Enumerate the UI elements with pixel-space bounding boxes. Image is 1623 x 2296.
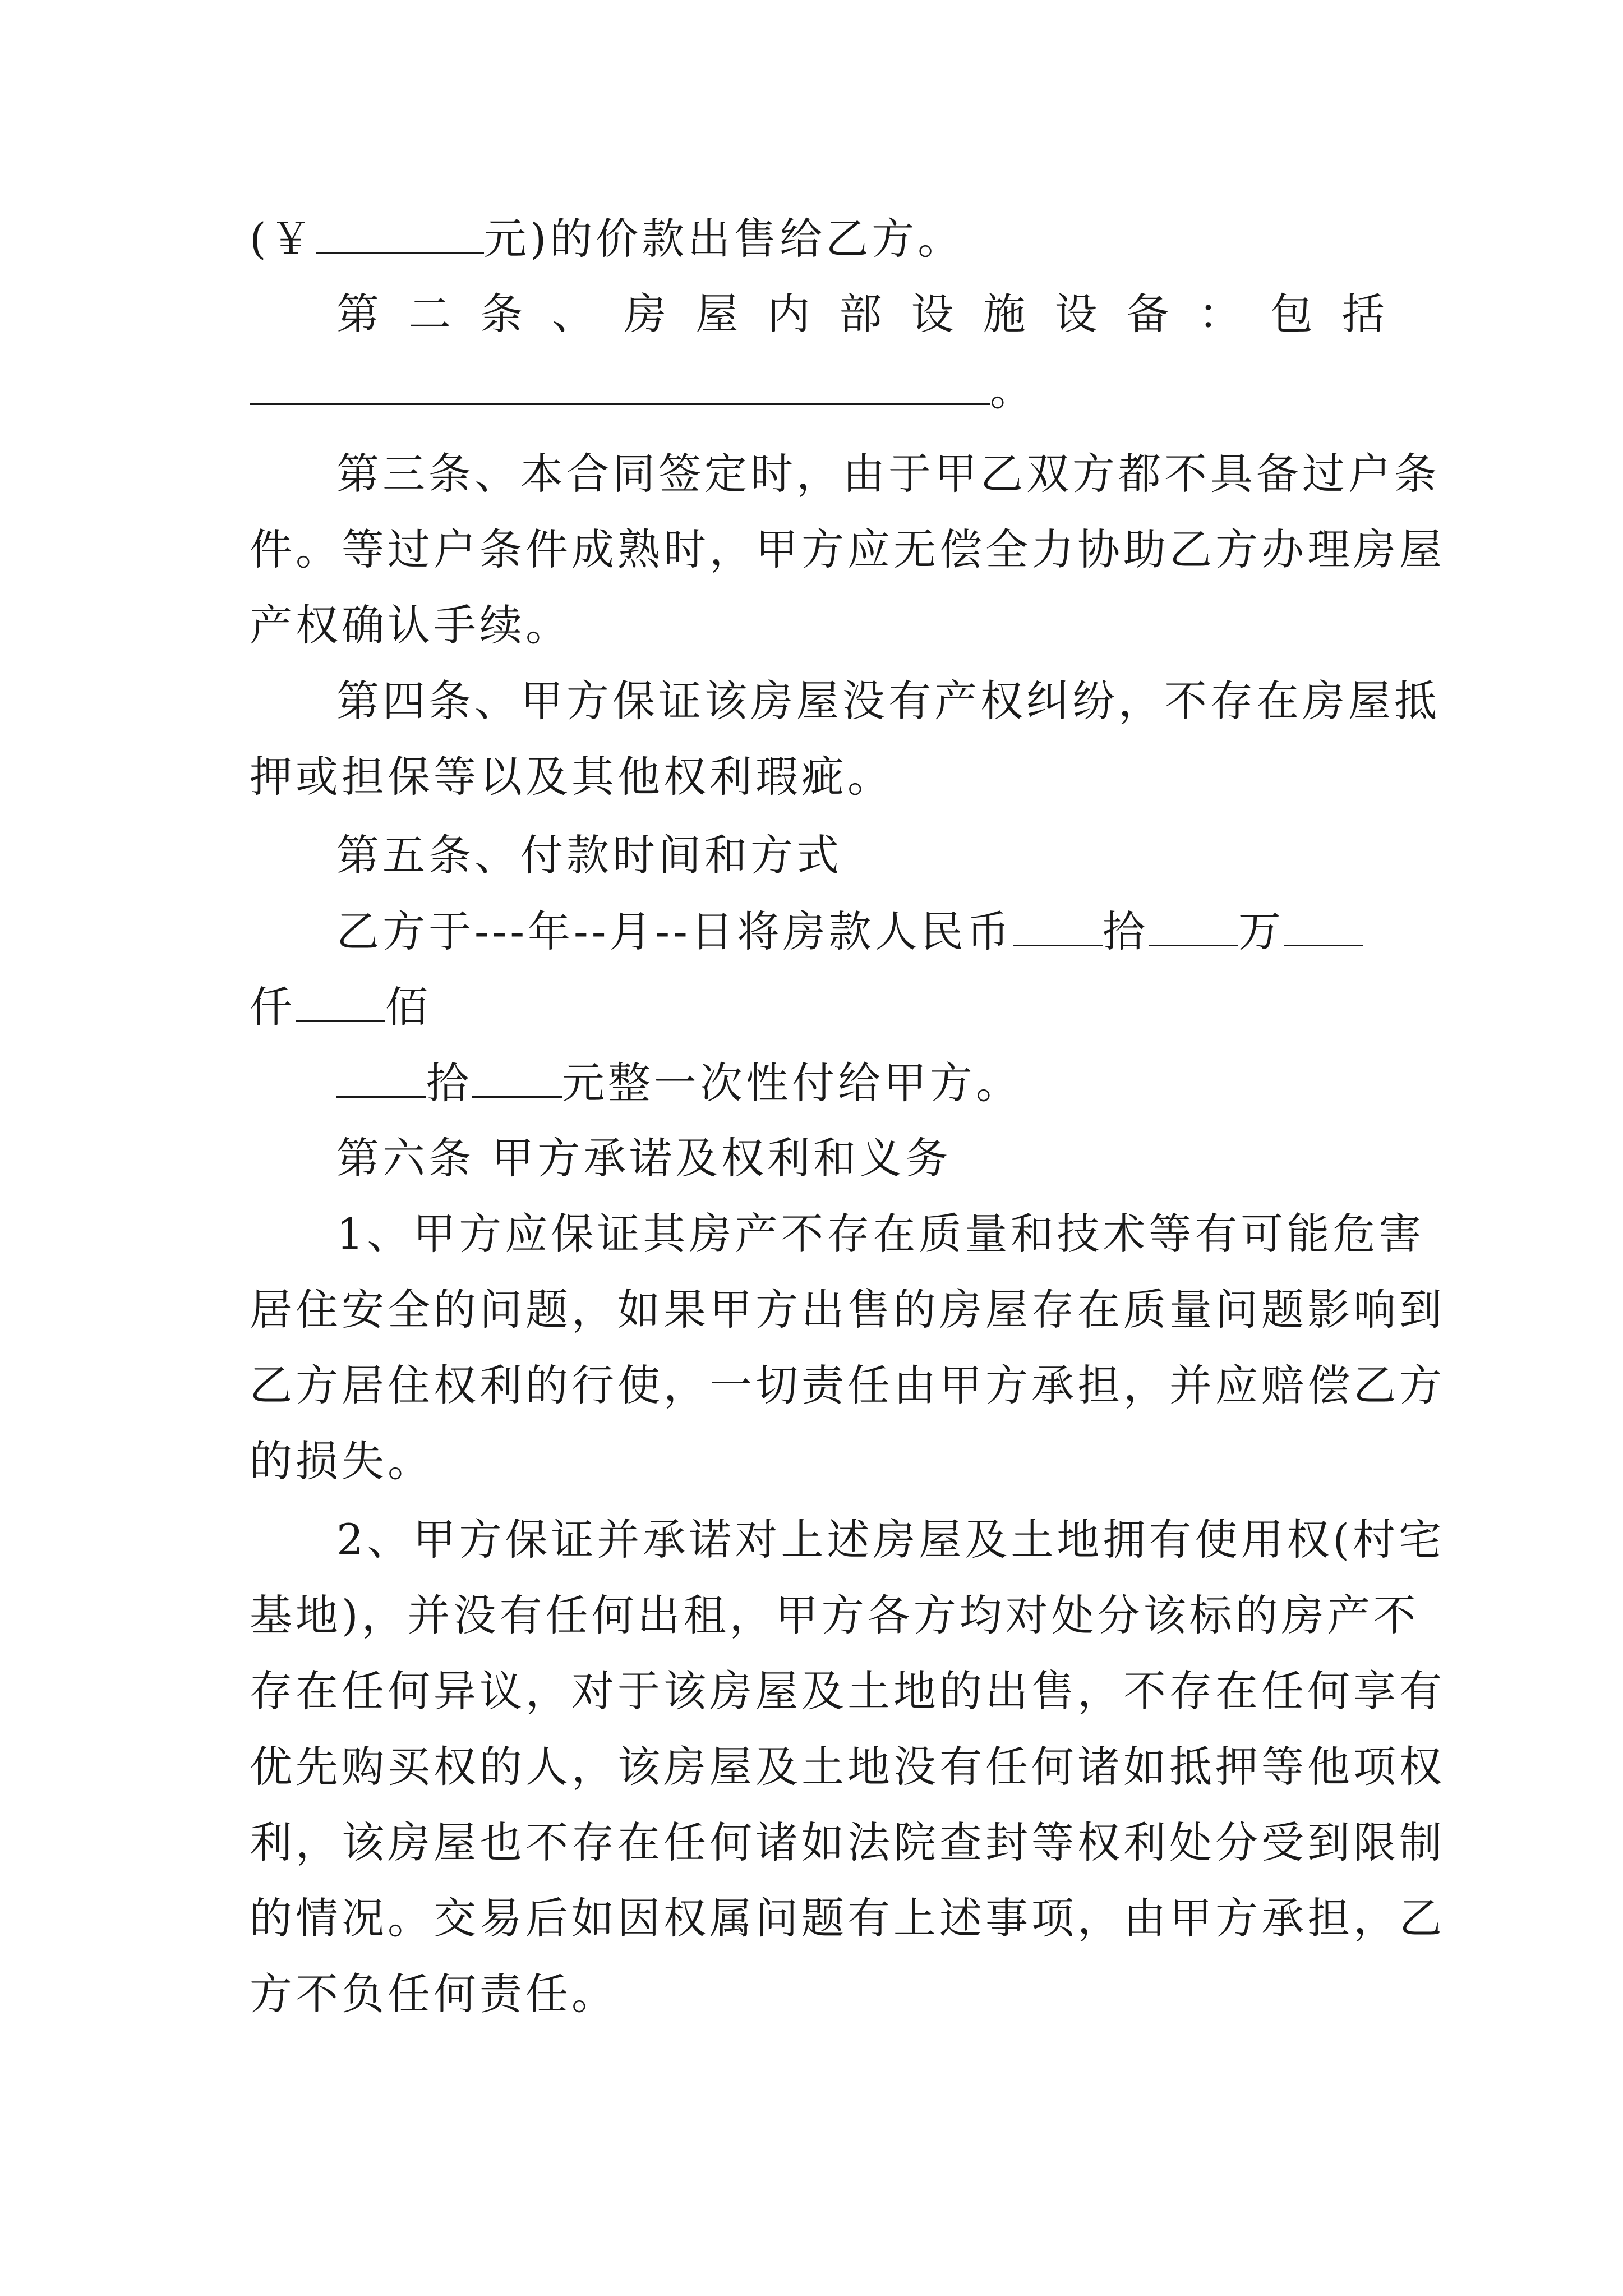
article-2-char: 施 [983,289,1029,339]
price-blank[interactable] [316,210,484,254]
article-2-char: 包 [1270,289,1316,339]
article-4-line-1: 第四条、甲方保证该房屋没有产权纠纷，不存在房屋抵 [336,676,1440,726]
article-2-char: 第 [336,289,382,339]
clause-2-line-3: 存在任何异议，对于该房屋及土地的出售，不存在任何享有 [250,1666,1445,1716]
payment-line-3: 拾 元整一次性付给甲方。 [336,1055,1388,1111]
facilities-end: 。 [990,365,1036,415]
clause-2-line-5: 利，该房屋也不存在任何诸如法院查封等权利处分受到限制 [250,1818,1445,1867]
article-2-char: 二 [408,289,455,339]
amount-blank-4[interactable] [296,979,385,1022]
article-2-char: 部 [839,289,886,339]
article-4-line-2: 押或担保等以及其他权利瑕疵。 [250,752,893,802]
price-line [250,210,1388,267]
article-2-char: 屋 [695,289,742,339]
article-2-char: 、 [552,289,598,339]
price-suffix: 元)的价款出售给乙方。 [483,214,964,264]
amount-blank-5[interactable] [336,1055,426,1098]
clause-1-line-2: 居住安全的问题，如果甲方出售的房屋存在质量问题影响到 [250,1285,1445,1335]
article-2-char: 设 [911,289,957,339]
amount-blank-6[interactable] [472,1055,562,1098]
clause-1-line-1: 1、甲方应保证其房产不存在质量和技术等有可能危害 [336,1209,1425,1259]
article-5-heading: 第五条、付款时间和方式 [336,830,842,880]
article-3-line-3: 产权确认手续。 [250,600,571,650]
article-2-char: 房 [624,289,670,339]
payment-line-1: 乙方于---年--月--日将房款人民币 拾 万 [336,903,1388,960]
article-3-line-1: 第三条、本合同签定时，由于甲乙双方都不具备过户条 [336,449,1440,499]
article-2-char: 备 [1126,289,1173,339]
article-2-char: ： [1198,289,1244,339]
facilities-line [250,362,1388,418]
clause-1-line-4: 的损失。 [250,1436,434,1486]
article-2-char: 设 [1054,289,1101,339]
article-2-char: 条 [480,289,527,339]
article-3-line-2: 件。等过户条件成熟时，甲方应无偿全力协助乙方办理房屋 [250,524,1445,574]
clause-2-line-2: 基地)，并没有任何出租，甲方各方均对处分该标的房产不 [250,1590,1419,1640]
article-2-char: 括 [1341,289,1388,339]
clause-2-line-7: 方不负任何责任。 [250,1969,617,2019]
clause-2-line-4: 优先购买权的人，该房屋及土地没有任何诸如抵押等他项权 [250,1742,1445,1792]
price-prefix: (￥ [250,214,316,264]
payment-line-2: 仟 佰 [250,979,1388,1036]
clause-2-line-6: 的情况。交易后如因权属问题有上述事项，由甲方承担，乙 [250,1893,1445,1943]
amount-blank-3[interactable] [1284,903,1363,946]
amount-blank-2[interactable] [1149,903,1238,946]
article-2-char: 内 [767,289,814,339]
clause-2-line-1: 2、甲方保证并承诺对上述房屋及土地拥有使用权(村宅 [336,1515,1445,1565]
clause-1-line-3: 乙方居住权利的行使，一切责任由甲方承担，并应赔偿乙方 [250,1360,1445,1410]
article-2-heading [336,286,1388,342]
amount-blank-1[interactable] [1013,903,1103,946]
facilities-blank[interactable] [250,362,990,405]
article-6-heading: 第六条 甲方承诺及权利和义务 [336,1133,952,1183]
